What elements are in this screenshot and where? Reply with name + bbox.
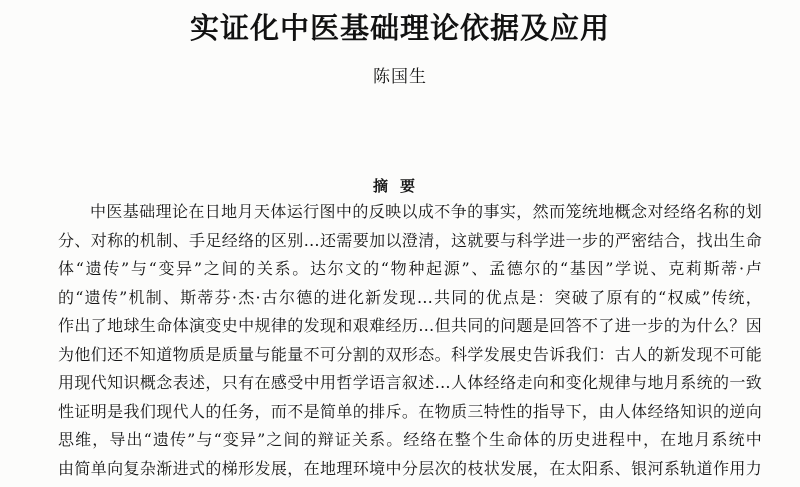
abstract-line: 为他们还不知道物质是质量与能量不可分割的双形态。科学发展史告诉我们：古人的新发现不可能 <box>58 344 762 364</box>
abstract-line: 性证明是我们现代人的任务，而不是简单的排斥。在物质三特性的指导下，由人体经络知识的逆向 <box>58 401 762 421</box>
abstract-line: 的“遗传”机制、斯蒂芬·杰·古尔德的进化新发现…共同的优点是：突破了原有的“权威”传统， <box>58 287 762 307</box>
paper-title: 实证化中医基础理论依据及应用 <box>189 11 610 45</box>
abstract-heading: 摘要 <box>372 177 427 195</box>
abstract-line: 作出了地球生命体演变史中规律的发现和艰难经历…但共同的问题是回答不了进一步的为什么？因 <box>58 316 762 335</box>
abstract-body <box>58 198 762 483</box>
abstract-line: 用现代知识概念表述，只有在感受中用哲学语言叙述…人体经络走向和变化规律与地月系统的一致 <box>58 373 762 392</box>
abstract-line: 分、对称的机制、手足经络的区别…还需要加以澄清，这就要与科学进一步的严密结合，找出生命 <box>58 230 762 250</box>
author-name: 陈国生 <box>373 67 427 87</box>
abstract-line: 中医基础理论在日地月天体运行图中的反映以成不争的事实，然而笼统地概念对经络名称的划 <box>90 202 762 221</box>
abstract-line: 思维，导出“遗传”与“变异”之间的辩证关系。经络在整个生命体的历史进程中，在地月系统中 <box>58 430 762 449</box>
abstract-line: 由简单向复杂渐进式的梯形发展，在地理环境中分层次的枝状发展，在太阳系、银河系轨道作用力 <box>58 458 762 478</box>
abstract-line: 体“遗传”与“变异”之间的关系。达尔文的“物种起源”、孟德尔的“基因”学说、克莉斯蒂·卢 <box>58 259 762 278</box>
